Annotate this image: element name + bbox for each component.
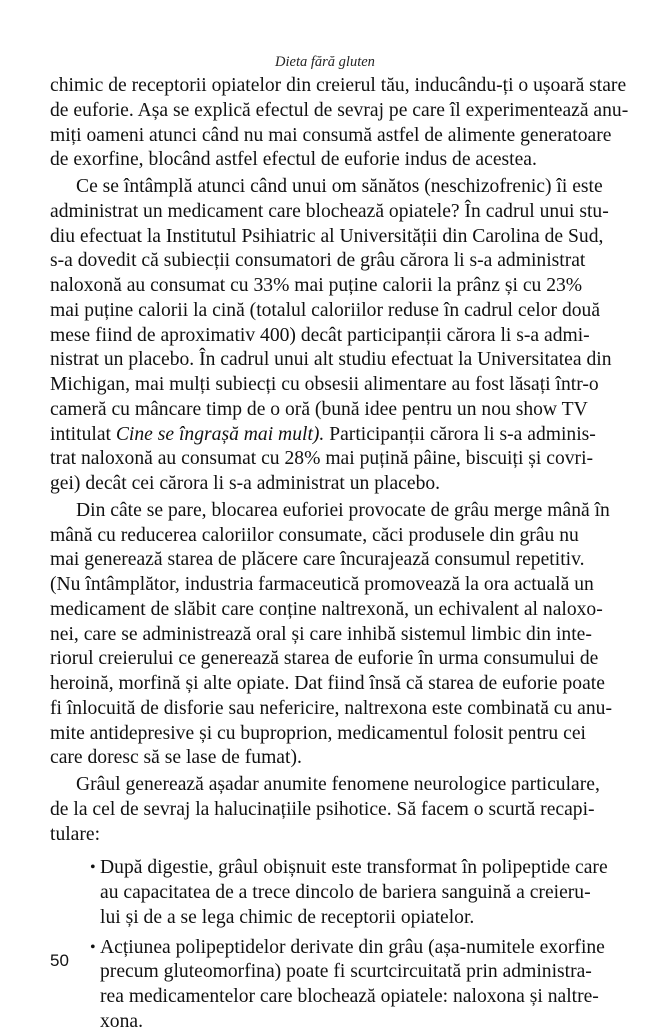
text-line: gei) decât cei cărora li s-a administrat un placebo. (50, 473, 441, 494)
text-line: au capacitatea de a trece dincolo de bariera sanguină a creieru- (100, 882, 591, 903)
text-line: de exorfine, blocând astfel efectul de euforie indus de acestea. (50, 149, 537, 171)
show-title: Cine se îngrașă mai mult). (115, 423, 325, 445)
text-line: mai generează starea de plăcere care încurajează consumul repetitiv. (50, 549, 585, 571)
text-line: miți oameni atunci când nu mai consumă astfel de alimente generatoare (50, 124, 612, 146)
bullet-icon: • (90, 859, 96, 877)
list-item (50, 936, 605, 1035)
text-line: naloxonă au consumat cu 33% mai puține calorii la prânz și cu 23% (50, 275, 583, 296)
text-line-with-title (50, 423, 596, 448)
text-line: nistrat un placebo. În cadrul unui alt studiu efectuat la Universitatea din (50, 349, 612, 371)
recap-list (50, 856, 608, 1034)
text-line: diu efectuat la Institutul Psihiatric al Universității din Carolina de Sud, (50, 225, 604, 247)
text-line: Din câte se pare, blocarea euforiei provocate de grâu merge mână în (76, 499, 610, 521)
text-line: nei, care se administrează oral și care inhibă sistemul limbic din inte- (50, 623, 592, 645)
text-line: Acțiunea polipeptidelor derivate din grâu (așa-numitele exorfine (100, 936, 605, 958)
list-item (50, 856, 608, 930)
text-line: (Nu întâmplător, industria farmaceutică promovează la ora actuală un (50, 574, 594, 595)
text-line: cameră cu mâncare timp de o oră (bună idee pentru un nou show TV (50, 398, 588, 420)
text-line: chimic de receptorii opiatelor din creierul tău, inducându-ți o ușoară stare (50, 75, 627, 96)
body-text (50, 74, 629, 1035)
text-line: trat naloxonă au consumat cu 28% mai puțină pâine, biscuiți și covri- (50, 448, 594, 470)
text-line: tulare: (50, 823, 101, 845)
text-line: de la cel de sevraj la halucinațiile psihotice. Să facem o scurtă recapi- (50, 798, 595, 820)
text-line: heroină, morfină și alte opiate. Dat fiind însă că starea de euforie poate (50, 673, 605, 694)
text-line: Michigan, mai mulți subiecți cu obsesii alimentare au fost lăsați într-o (50, 374, 599, 395)
text-line: medicament de slăbit care conține naltrexonă, un echivalent al naloxo- (50, 598, 603, 620)
text-line: administrat un medicament care blochează opiatele? În cadrul unui stu- (50, 200, 609, 222)
running-head: Dieta fără gluten (275, 54, 375, 70)
paragraph-4 (50, 773, 600, 847)
text-line: fi înlocuită de disforie sau nefericire, naltrexona este combinată cu anu- (50, 697, 612, 719)
text-line: mână cu reducerea caloriilor consumate, căci produsele din grâu nu (50, 524, 579, 546)
paragraph-3 (50, 499, 612, 771)
text-line: xona. (100, 1010, 143, 1032)
text-line: precum gluteomorfina) poate fi scurtcircuitată prin administra- (100, 961, 592, 983)
bullet-icon: • (90, 938, 96, 956)
text-line: mese fiind de aproximativ 400) decât participanții cărora li s-a admi- (50, 324, 590, 346)
text-line: s-a dovedit că subiecții consumatori de grâu cărora li s-a administrat (50, 250, 586, 272)
paragraph-1 (50, 74, 629, 173)
text-line: care doresc să se lase de fumat). (50, 747, 302, 769)
text-line: de euforie. Așa se explică efectul de sevraj pe care îl experimentează anu- (50, 99, 629, 121)
paragraph-2 (50, 175, 612, 497)
text-line: După digestie, grâul obișnuit este transformat în polipeptide care (100, 857, 608, 879)
text-run: intitulat (50, 423, 116, 445)
page-number: 50 (50, 951, 69, 970)
text-line: mite antidepresive și cu buproprion, medicamentul folosit pentru cei (50, 722, 586, 744)
text-line: rea medicamentelor care blochează opiatele: naloxona și naltre- (100, 986, 599, 1007)
text-line: riorul creierului ce generează starea de euforie în urma consumului de (50, 648, 599, 670)
text-line: lui și de a se lega chimic de receptorii opiatelor. (100, 906, 475, 928)
text-line: Ce se întâmplă atunci când unui om sănătos (neschizofrenic) îi este (76, 176, 603, 197)
text-run: Participanții cărora li s-a adminis- (324, 423, 596, 445)
text-line: Grâul generează așadar anumite fenomene neurologice particulare, (76, 774, 600, 795)
text-line: mai puține calorii la cină (totalul caloriilor reduse în cadrul celor două (50, 299, 601, 321)
